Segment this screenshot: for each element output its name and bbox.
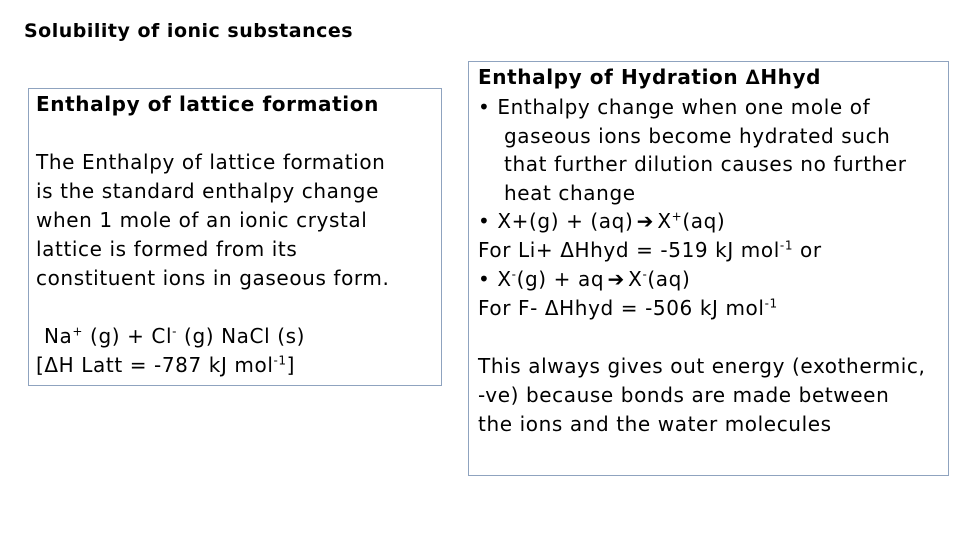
equation-text: (aq)	[647, 267, 691, 291]
note-line: -ve) because bonds are made between	[478, 383, 890, 407]
value-text: [ΔH Latt = -787 kJ mol	[36, 353, 274, 377]
equation-text: X+(g) + (aq)	[497, 209, 634, 233]
definition-line: lattice is formed from its	[36, 237, 298, 261]
ion-charge: -	[172, 324, 178, 339]
f-hydration-value	[478, 294, 778, 323]
bullet-icon: •	[478, 267, 498, 291]
unit-exponent: -1	[764, 296, 778, 311]
value-text: or	[793, 238, 822, 262]
unit-exponent: -1	[779, 238, 794, 253]
page-title: Solubility of ionic substances	[24, 20, 354, 42]
li-hydration-value	[478, 236, 822, 265]
lattice-equation	[44, 322, 305, 351]
equation-text: (aq)	[682, 209, 726, 233]
definition-line: is the standard enthalpy change	[36, 179, 379, 203]
value-text: For Li+ ΔHhyd = -519 kJ mol	[478, 238, 780, 262]
bullet-line	[478, 93, 870, 122]
ion-charge: +	[72, 324, 84, 339]
lattice-value	[36, 351, 295, 380]
bullet-line: that further dilution causes no further	[504, 152, 907, 176]
bullet-line: gaseous ions become hydrated such	[504, 124, 891, 148]
value-text: ]	[286, 353, 296, 377]
equation-text: (g) + Cl	[83, 324, 173, 348]
note-line: the ions and the water molecules	[478, 412, 832, 436]
definition-line: when 1 mole of an ionic crystal	[36, 208, 368, 232]
equation-text: X	[497, 267, 512, 291]
lattice-heading: Enthalpy of lattice formation	[36, 92, 379, 116]
bullet-icon: •	[478, 209, 498, 233]
arrow-right-icon: ➔	[607, 267, 625, 291]
ion-charge: +	[671, 209, 683, 224]
equation-text: (g) NaCl (s)	[177, 324, 306, 348]
equation-text: (g) + aq	[516, 267, 605, 291]
unit-exponent: -1	[273, 353, 287, 368]
definition-line: The Enthalpy of lattice formation	[36, 150, 386, 174]
value-text: For F- ΔHhyd = -506 kJ mol	[478, 296, 765, 320]
arrow-right-icon: ➔	[636, 209, 655, 233]
equation-text: Na	[44, 324, 73, 348]
bullet-line: heat change	[504, 181, 636, 205]
ion-charge: -	[642, 267, 648, 282]
bullet-text: Enthalpy change when one mole of	[497, 95, 871, 119]
ion-charge: -	[511, 267, 517, 282]
hydration-heading: Enthalpy of Hydration ∆Hhyd	[478, 65, 822, 89]
anion-equation	[478, 265, 690, 294]
cation-equation	[478, 207, 725, 236]
bullet-icon: •	[478, 95, 498, 119]
note-line: This always gives out energy (exothermic,	[478, 354, 926, 378]
definition-line: constituent ions in gaseous form.	[36, 266, 390, 290]
equation-text: X	[628, 267, 643, 291]
equation-text: X	[657, 209, 672, 233]
